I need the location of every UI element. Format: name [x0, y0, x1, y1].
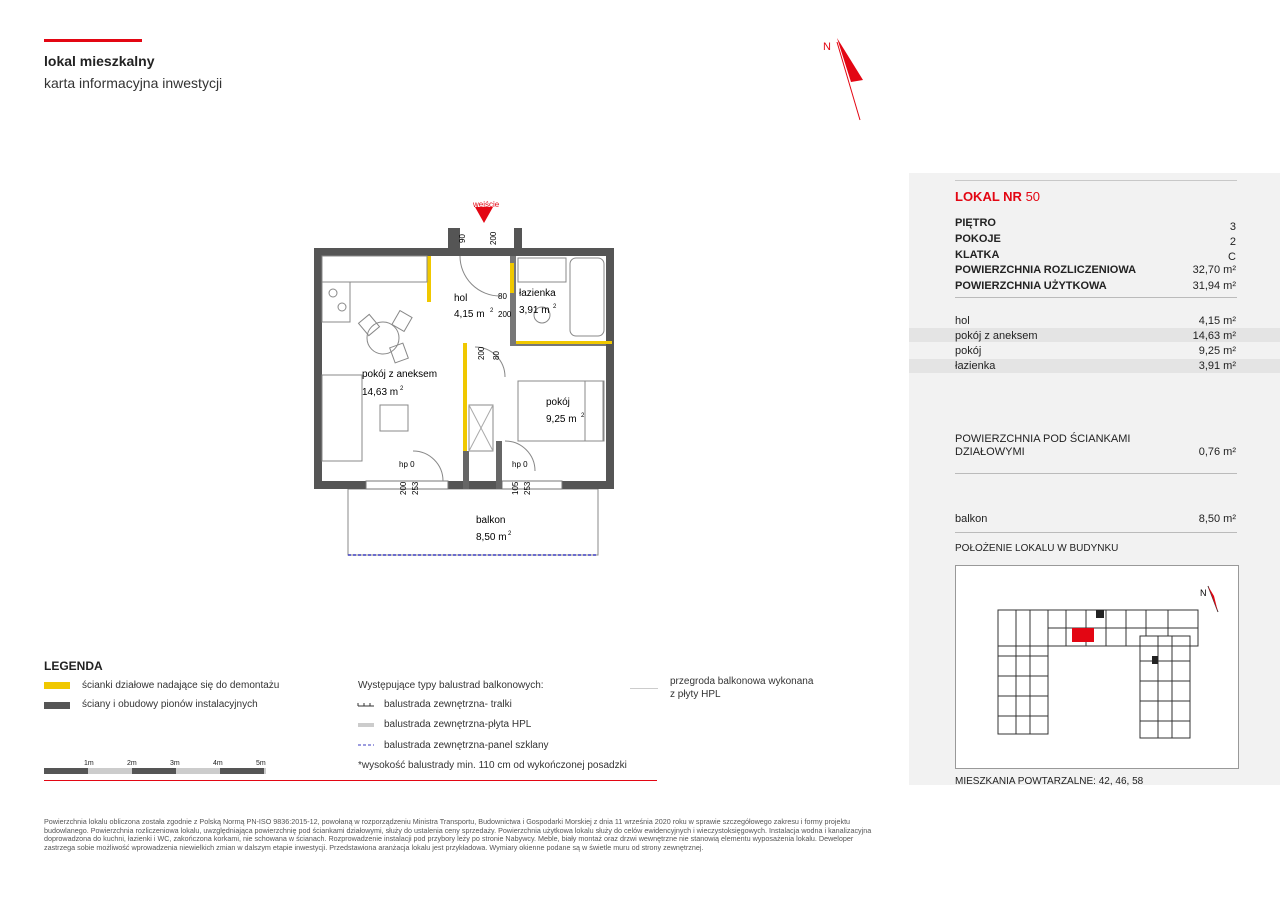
divider [955, 473, 1237, 474]
row-label: POWIERZCHNIA ROZLICZENIOWA [955, 264, 1137, 276]
scale-tick: 4m [213, 760, 223, 767]
brand-bar [44, 39, 142, 42]
row-label: PIĘTRO [955, 217, 996, 229]
room-row-value: 9,25 m² [1198, 345, 1236, 357]
balcony-label: balkon [955, 513, 988, 525]
walls-value: 0,76 m² [1198, 446, 1236, 458]
dim-253a: 253 [411, 481, 420, 495]
dim-200b: 200 [498, 310, 512, 319]
partition-label-2: z płyty HPL [670, 689, 721, 700]
page-subtitle: karta informacyjna inwestycji [44, 75, 223, 91]
balcony-value: 8,50 m² [1198, 513, 1236, 525]
key-plan [955, 565, 1239, 769]
compass-icon [815, 30, 875, 125]
room-hol-area: 4,15 m [454, 309, 485, 320]
dim-80b: 80 [492, 351, 501, 360]
row-value: 2 [1229, 236, 1236, 248]
sup: 2 [581, 413, 585, 419]
room-hol-name: hol [454, 293, 468, 304]
row-label: POWIERZCHNIA UŻYTKOWA [955, 280, 1107, 292]
scale-bar [44, 768, 266, 774]
dim-90: 90 [458, 234, 467, 243]
repeat-apartments: MIESZKANIA POWTARZALNE: 42, 46, 58 [955, 776, 1144, 787]
room-row-label: pokój z aneksem [955, 330, 1038, 342]
dim-200a: 200 [489, 231, 498, 245]
walls-label-1: POWIERZCHNIA POD ŚCIANKAMI [955, 433, 1131, 445]
row-value: 3 [1229, 221, 1236, 233]
scale-tick: 5m [256, 760, 266, 767]
room-bath-name: łazienka [519, 288, 556, 299]
top-rule [955, 180, 1237, 181]
room-row [909, 312, 1280, 326]
room-row-value: 3,91 m² [1198, 360, 1236, 372]
room-bedroom-area: 9,25 m [546, 414, 577, 425]
legal-footnote: Powierzchnia lokalu obliczona została zgodnie z Polską Normą PN-ISO 9836:2015-12, powołaną w rozporządzeniu Ministra Transportu, Budownictwa i Gospodarki Morskiej z dnia 11 września 2020 roku w sprawie szczegółowego zakresu i formy projektu budowlanego. Powierzchnia rozliczeniowa lokalu, uwzględniająca powierzchnię pod ściankami działowymi, służy do ustalenia ceny sprzedaży. Powierzchnia użytkowa lokalu służy do celów ewidencyjnych i wieczystoksięgowych. Instalacja wodna i kanalizacyjna doprowadzona do kuchni, łazienki i WC, zakończona korkami, nie schowana w ścianach. Rozprowadzenie instalacji pod przybory leży po stronie Nabywcy. Meble, biały montaż oraz drzwi wewnętrzne nie stanowią elementu wyposażenia lokalu. Deweloper zastrzega sobie możliwość wprowadzenia niewielkich zmian w dalszym etapie inwestycji. Przedstawiona aranżacja lokalu jest przykładowa. Wymiary okienne podane są w świetle muru od strony zewnętrznej. [44, 817, 872, 852]
room-row-label: hol [955, 315, 970, 327]
balustrade-item: balustrada zewnętrzna-panel szklany [384, 740, 549, 751]
page-title: lokal mieszkalny [44, 53, 155, 69]
walls-label-2: DZIAŁOWYMI [955, 446, 1025, 458]
room-row [909, 343, 1280, 357]
scale-tick: 1m [84, 760, 94, 767]
legend-item: ściany i obudowy pionów instalacyjnych [82, 699, 258, 710]
dim-200c: 200 [477, 346, 486, 360]
legend-item: ścianki działowe nadające się do demontażu [82, 680, 280, 691]
sup: 2 [508, 531, 512, 537]
sup: 2 [490, 308, 494, 314]
legend-rule [44, 780, 657, 781]
balustrade-item: balustrada zewnętrzna- tralki [384, 699, 512, 710]
apartment-highlight [1072, 628, 1094, 642]
row-value: 31,94 m² [1192, 280, 1236, 292]
dim-hp0a: hp 0 [399, 460, 415, 469]
scale-tick: 2m [127, 760, 137, 767]
floor-plan [300, 195, 630, 565]
location-title: POŁOŻENIE LOKALU W BUDYNKU [955, 543, 1119, 554]
legend-title: LEGENDA [44, 659, 103, 673]
legend-gray-swatch [44, 702, 70, 709]
room-bath-area: 3,91 m [519, 305, 550, 316]
dim-200d: 200 [399, 481, 408, 495]
room-row-value: 14,63 m² [1192, 330, 1236, 342]
room-living-area: 14,63 m [362, 387, 399, 398]
divider [955, 297, 1237, 298]
sup: 2 [400, 386, 404, 392]
dim-105: 105 [511, 481, 520, 495]
compass-label: N [823, 41, 831, 53]
dim-253b: 253 [523, 481, 532, 495]
row-value: C [1228, 251, 1236, 263]
legend-yellow-swatch [44, 682, 70, 689]
balustrade-icons [356, 698, 376, 758]
dim-80a: 80 [498, 292, 507, 301]
divider [955, 532, 1237, 533]
dim-hp0b: hp 0 [512, 460, 528, 469]
keyplan-north-label: N [1200, 588, 1207, 598]
scale-tick: 3m [170, 760, 180, 767]
room-bedroom-name: pokój [546, 397, 570, 408]
room-row [909, 328, 1280, 342]
partition-icon [630, 688, 658, 689]
room-row [909, 359, 1280, 373]
lokal-label: LOKAL NR [955, 189, 1022, 204]
row-label: POKOJE [955, 233, 1001, 245]
info-panel [909, 173, 1280, 785]
row-label: KLATKA [955, 249, 1000, 261]
lokal-number: 50 [1025, 189, 1041, 204]
balustrade-title: Występujące typy balustrad balkonowych: [358, 680, 544, 691]
room-row-label: łazienka [955, 360, 996, 372]
entrance-label: wejście [473, 200, 500, 209]
room-balcony-name: balkon [476, 515, 506, 526]
balustrade-note: *wysokość balustrady min. 110 cm od wykończonej posadzki [358, 760, 627, 771]
balustrade-item: balustrada zewnętrzna-płyta HPL [384, 719, 532, 730]
row-value: 32,70 m² [1192, 264, 1236, 276]
room-living-name: pokój z aneksem [362, 369, 438, 380]
partition-label-1: przegroda balkonowa wykonana [670, 676, 814, 687]
room-balcony-area: 8,50 m [476, 532, 507, 543]
building-outline [956, 566, 1238, 768]
room-row-label: pokój [955, 345, 982, 357]
lokal-heading [955, 189, 1040, 204]
sup: 2 [553, 304, 557, 310]
room-row-value: 4,15 m² [1198, 315, 1236, 327]
